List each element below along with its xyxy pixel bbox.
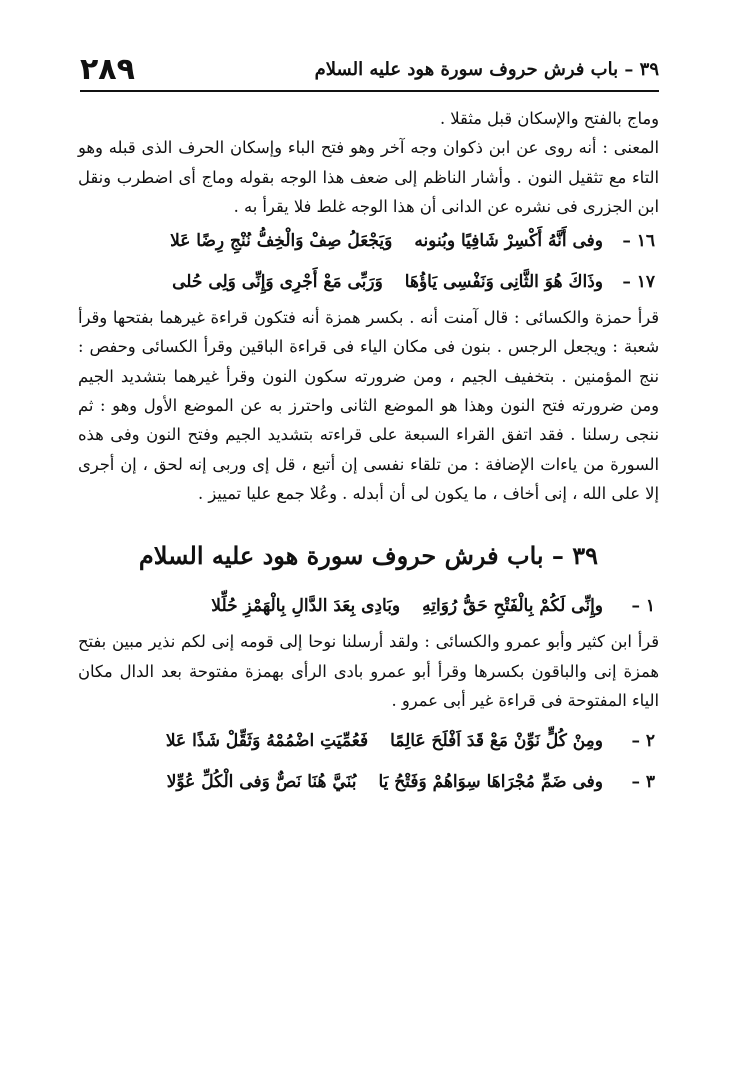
verse-number: ١٦ – [622, 231, 655, 252]
commentary-paragraph: قرأ ابن كثير وأبو عمرو والكسائى : ولقد أرسلنا نوحا إلى قومه إنى لكم نذير مبين بفتح همزة إنى والباقون بكسرها وقرأ أبو عمرو بادى الرأى بهمزة مفتوحة بعد الدال مكان الياء المفتوحة فى قراءة غير أبى عمرو . [78, 632, 659, 710]
intro-line: وماج بالفتح والإسكان قبل مثقلا . [439, 109, 659, 128]
verse-line [78, 221, 659, 262]
verse-second-hemistich: بُنَيَّ هُنَا نَصٌّ وَفى الْكُلِّ عُوِّلا [166, 772, 357, 793]
verse-line [78, 762, 659, 803]
verse-second-hemistich: فَعُمِّيَتِ اضْمُمْهُ وَثَقِّلْ شَذًا عَلا [165, 731, 369, 752]
commentary-paragraph: المعنى : أنه روى عن ابن ذكوان وجه آخر وهو فتح الباء وإسكان الحرف الذى قبله وهو التاء مع تثقيل النون . وأشار الناظم إلى ضعف هذا الوجه بقوله وماج أى اضطرب ونقل ابن الجزرى فى نشره عن الدانى أن هذا الوجه غلط فلا يقرأ به . [78, 138, 659, 216]
page-header [80, 48, 659, 92]
verse-second-hemistich: وَيَجْعَلُ صِفْ وَالْخِفُّ نُنْجِ رِضًا عَلا [170, 231, 393, 252]
verse-line [78, 721, 659, 762]
verse-number: ١٧ – [622, 272, 655, 293]
verse-first-hemistich: ومِنْ كُلٍّ نَوِّنْ مَعْ قَدَ اَفْلَحَ عَالِمًا [390, 731, 603, 752]
verse-first-hemistich: وفى أَنَّهُ أَكْسِرْ شَافِيًا وبُنونه [414, 231, 603, 252]
section-title: ٣٩ – باب فرش حروف سورة هود عليه السلام [138, 541, 599, 571]
verse-line [78, 262, 659, 303]
running-title: ٣٩ – باب فرش حروف سورة هود عليه السلام [314, 58, 659, 80]
page-number: ٢٨٩ [80, 51, 135, 87]
verse-line [78, 586, 659, 627]
verse-second-hemistich: وَرَبِّى مَعْ أَجْرِى وَإِنِّى وَلِى حُلى [172, 272, 383, 293]
verse-second-hemistich: وبَادِى بِعَدَ الدَّالِ بِالْهَمْزِ حُلِّلا [211, 596, 401, 617]
commentary-paragraph: قرأ حمزة والكسائى : قال آمنت أنه . بكسر همزة أنه فتكون قراءة غيرهما بفتحها وقرأ شعبة : ويجعل الرجس . بنون فى مكان الياء فى قراءة الباقين وقرأ الكسائى وحفص : ننج المؤمنين . بتخفيف الجيم ، ومن ضرورته سكون النون وقرأ غيرهما بتشديد الجيم ومن ضرورته فتح النون وهذا هو الموضع الثانى واحترز به عن الموضع الأول وهو : ثم ننجى رسلنا . فقد اتفق القراء السبعة على قراءته بتشديد الجيم وفتح النون وفى هذه السورة من ياءات الإضافة : من تلقاء نفسى إن أتبع ، قل إى وربى إنه لحق ، إن أجرى إلا على الله ، إنى أخاف ، ما يكون لى أن أبدله . وعُلا جمع عليا تمييز . [78, 308, 659, 503]
verse-number: ١ – [631, 596, 655, 617]
verse-number: ٣ – [631, 772, 655, 793]
verse-first-hemistich: وفى ضَمِّ مُجْرَاهَا سِوَاهُمْ وَفَتْحُ يَا [378, 772, 603, 793]
verse-first-hemistich: وإِنِّى لَكُمْ بِالْفَتْحِ حَقُّ رُوَاتِهِ [422, 596, 603, 617]
verse-number: ٢ – [631, 731, 655, 752]
verse-first-hemistich: وذَاكَ هُوَ الثَّانِى وَنَفْسِى يَاؤُهَا [404, 272, 603, 293]
page-body [78, 104, 659, 1048]
